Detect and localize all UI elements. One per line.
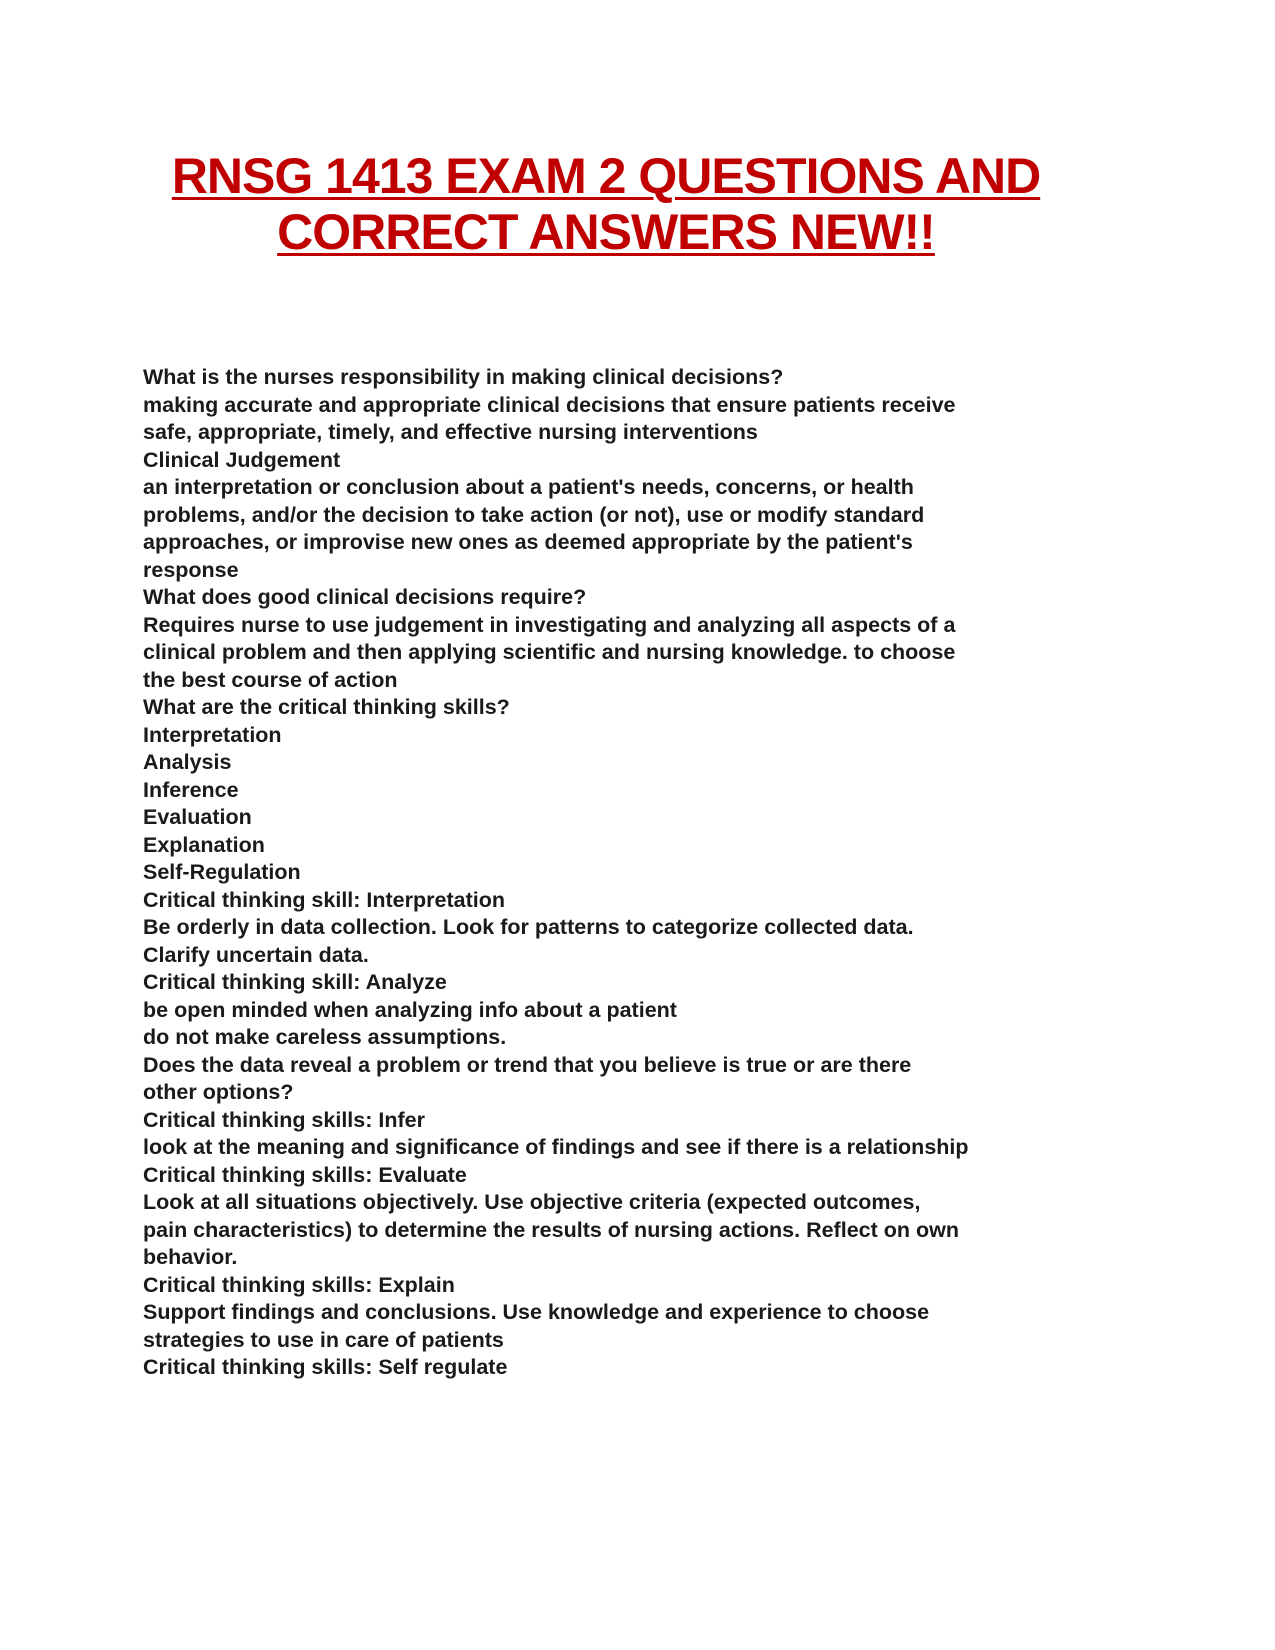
text-line: Critical thinking skills: Evaluate bbox=[143, 1162, 467, 1187]
text-line: What are the critical thinking skills? bbox=[143, 695, 510, 719]
text-line: behavior. bbox=[143, 1245, 238, 1269]
text-line: approaches, or improvise new ones as deemed appropriate by the patient's bbox=[143, 530, 913, 554]
document-body bbox=[143, 364, 969, 1382]
text-line: Critical thinking skills: Explain bbox=[143, 1272, 455, 1297]
title-line-2: CORRECT ANSWERS NEW!! bbox=[277, 204, 935, 260]
text-line: Be orderly in data collection. Look for patterns to categorize collected data. bbox=[143, 915, 914, 939]
text-line: Critical thinking skill: Interpretation bbox=[143, 887, 505, 912]
text-line: safe, appropriate, timely, and effective nursing interventions bbox=[143, 420, 758, 444]
text-line: Evaluation bbox=[143, 805, 252, 829]
text-line: strategies to use in care of patients bbox=[143, 1327, 504, 1352]
text-line: Interpretation bbox=[143, 722, 282, 747]
text-line: Support findings and conclusions. Use knowledge and experience to choose bbox=[143, 1300, 930, 1324]
text-line: response bbox=[143, 557, 239, 582]
text-line: Explanation bbox=[143, 832, 265, 857]
text-line: Does the data reveal a problem or trend that you believe is true or are there bbox=[143, 1052, 912, 1077]
text-line: the best course of action bbox=[143, 667, 398, 692]
text-line: making accurate and appropriate clinical decisions that ensure patients receive bbox=[143, 392, 956, 417]
title-line-1: RNSG 1413 EXAM 2 QUESTIONS AND bbox=[171, 148, 1041, 204]
text-line: Look at all situations objectively. Use objective criteria (expected outcomes, bbox=[143, 1190, 921, 1214]
text-line: Critical thinking skill: Analyze bbox=[143, 970, 447, 994]
text-line: Analysis bbox=[143, 750, 232, 774]
text-line: problems, and/or the decision to take action (or not), use or modify standard bbox=[143, 502, 925, 527]
text-line: Critical thinking skills: Self regulate bbox=[143, 1355, 508, 1379]
text-line: What does good clinical decisions require? bbox=[143, 585, 587, 609]
text-line: do not make careless assumptions. bbox=[143, 1025, 507, 1049]
text-line: Requires nurse to use judgement in investigating and analyzing all aspects of a bbox=[143, 612, 956, 637]
text-line: Critical thinking skills: Infer bbox=[143, 1107, 425, 1132]
text-line: other options? bbox=[143, 1080, 294, 1104]
text-line: Clinical Judgement bbox=[143, 447, 341, 472]
text-line: What is the nurses responsibility in making clinical decisions? bbox=[143, 365, 784, 389]
text-line: an interpretation or conclusion about a patient's needs, concerns, or health bbox=[143, 475, 914, 499]
text-line: look at the meaning and significance of findings and see if there is a relationship bbox=[143, 1135, 969, 1159]
text-line: clinical problem and then applying scientific and nursing knowledge. to choose bbox=[143, 640, 956, 664]
document-title bbox=[0, 148, 1212, 260]
text-line: Inference bbox=[143, 777, 239, 802]
text-line: Self-Regulation bbox=[143, 860, 301, 884]
text-line: Clarify uncertain data. bbox=[143, 942, 369, 967]
text-line: be open minded when analyzing info about a patient bbox=[143, 997, 677, 1022]
text-line: pain characteristics) to determine the results of nursing actions. Reflect on own bbox=[143, 1217, 959, 1242]
